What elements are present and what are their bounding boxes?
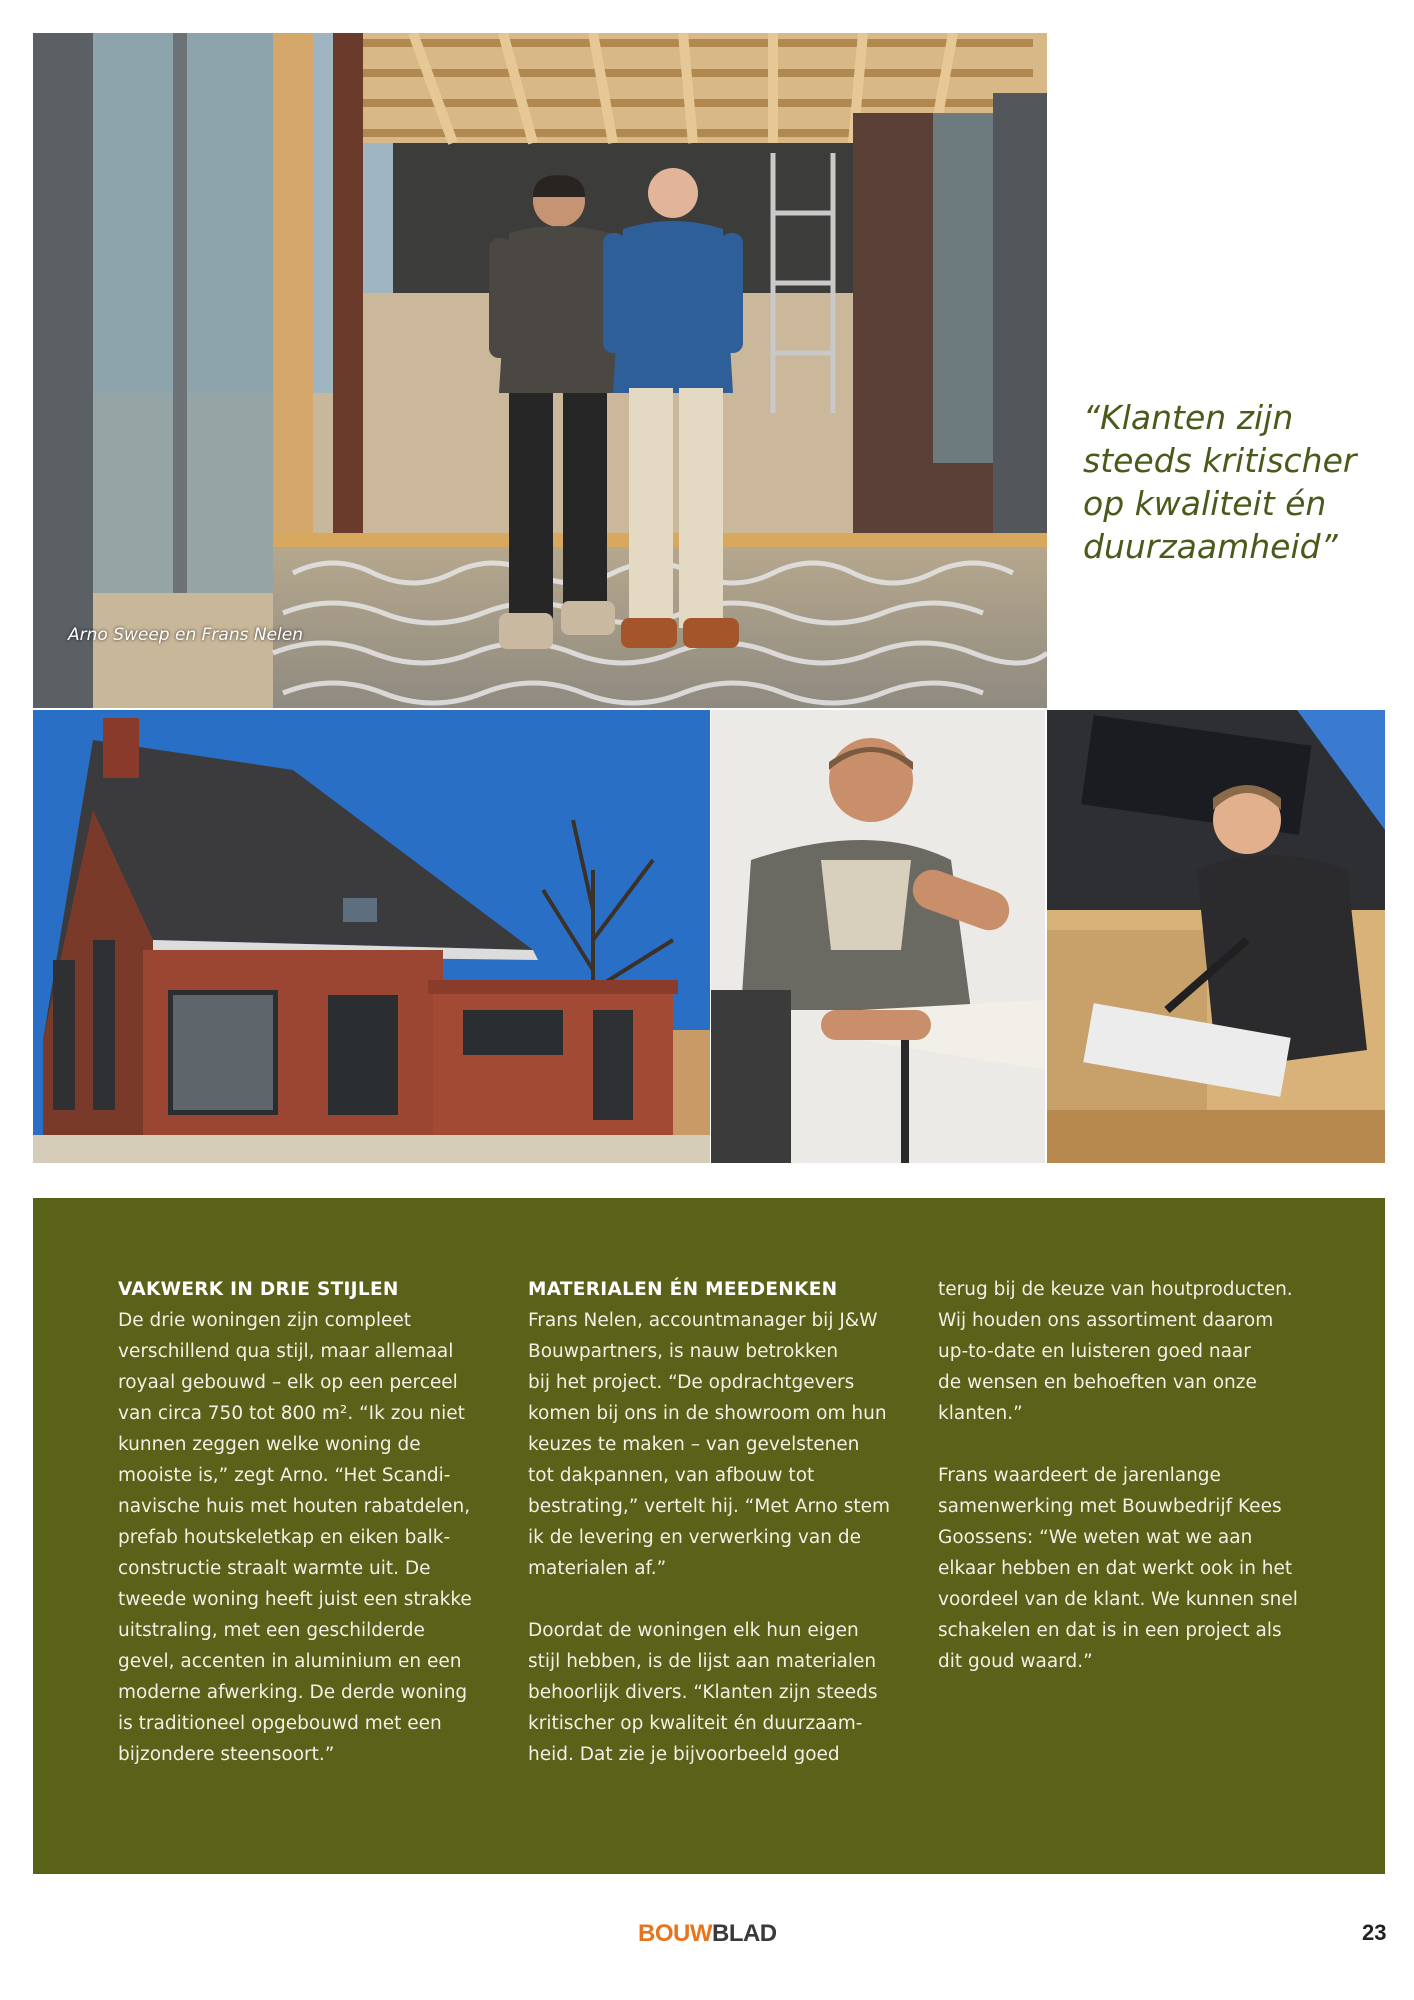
- roofer-photo: [1047, 710, 1385, 1163]
- text-line: heid. Dat zie je bijvoorbeeld goed: [528, 1744, 840, 1765]
- text-line: prefab houtskeletkap en eiken balk-: [118, 1527, 451, 1548]
- article-column-3: [938, 1274, 1318, 1677]
- pull-quote: [1083, 396, 1383, 568]
- text-line: royaal gebouwd – elk op een perceel: [118, 1372, 458, 1393]
- pull-quote-line: op kwaliteit én: [1083, 484, 1327, 523]
- pull-quote-line: steeds kritischer: [1083, 441, 1357, 480]
- text-line: Bouwpartners, is nauw betrokken: [528, 1341, 839, 1362]
- text-line: Frans waardeert de jarenlange: [938, 1465, 1221, 1486]
- text-line: terug bij de keuze van houtproducten.: [938, 1279, 1293, 1300]
- article-column-2: [528, 1274, 908, 1770]
- text-line: kunnen zeggen welke woning de: [118, 1434, 421, 1455]
- pull-quote-line: duurzaamheid”: [1083, 527, 1338, 566]
- magazine-logo: [638, 1920, 777, 1948]
- text-line: Doordat de woningen elk hun eigen: [528, 1620, 859, 1641]
- text-line: uitstraling, met een geschilderde: [118, 1620, 425, 1641]
- pull-quote-line: “Klanten zijn: [1083, 398, 1294, 437]
- logo-part: BOUW: [638, 1920, 712, 1947]
- text-line: De drie woningen zijn compleet: [118, 1310, 412, 1331]
- text-line: klanten.”: [938, 1403, 1023, 1424]
- page-number: 23: [1362, 1920, 1387, 1945]
- worker-photo: [711, 710, 1045, 1163]
- text-line: bijzondere steensoort.”: [118, 1744, 335, 1765]
- text-line: stijl hebben, is de lijst aan materialen: [528, 1651, 877, 1672]
- text-line: Goossens: “We weten wat we aan: [938, 1527, 1253, 1548]
- main-photo: [33, 33, 1047, 708]
- text-line: de wensen en behoeften van onze: [938, 1372, 1257, 1393]
- text-line: navische huis met houten rabatdelen,: [118, 1496, 471, 1517]
- article-column-1: [118, 1274, 498, 1770]
- text-line: tot dakpannen, van afbouw tot: [528, 1465, 815, 1486]
- text-line: schakelen en dat is in een project als: [938, 1620, 1282, 1641]
- photo-caption: Arno Sweep en Frans Nelen: [68, 625, 303, 645]
- text-line: materialen af.”: [528, 1558, 667, 1579]
- text-line: gevel, accenten in aluminium en een: [118, 1651, 462, 1672]
- text-line: keuzes te maken – van gevelstenen: [528, 1434, 860, 1455]
- text-line: tweede woning heeft juist een strakke: [118, 1589, 472, 1610]
- text-line: elkaar hebben en dat werkt ook in het: [938, 1558, 1293, 1579]
- text-line: verschillend qua stijl, maar allemaal: [118, 1341, 454, 1362]
- section-heading: VAKWERK IN DRIE STIJLEN: [118, 1279, 399, 1300]
- text-line: ik de levering en verwerking van de: [528, 1527, 861, 1548]
- text-line: is traditioneel opgebouwd met een: [118, 1713, 442, 1734]
- text-line: bestrating,” vertelt hij. “Met Arno stem: [528, 1496, 890, 1517]
- text-line: van circa 750 tot 800 m². “Ik zou niet: [118, 1403, 465, 1424]
- text-line: voordeel van de klant. We kunnen snel: [938, 1589, 1298, 1610]
- text-line: dit goud waard.”: [938, 1651, 1093, 1672]
- section-heading: MATERIALEN ÉN MEEDENKEN: [528, 1279, 838, 1300]
- text-line: komen bij ons in de showroom om hun: [528, 1403, 887, 1424]
- paragraph-gap: [938, 1429, 1318, 1460]
- text-line: mooiste is,” zegt Arno. “Het Scandi-: [118, 1465, 451, 1486]
- text-line: samenwerking met Bouwbedrijf Kees: [938, 1496, 1282, 1517]
- text-line: Frans Nelen, accountmanager bij J&W: [528, 1310, 878, 1331]
- logo-part: BLAD: [711, 1920, 777, 1947]
- text-line: constructie straalt warmte uit. De: [118, 1558, 431, 1579]
- house-photo: [33, 710, 710, 1163]
- paragraph-gap: [528, 1584, 908, 1615]
- text-line: up-to-date en luisteren goed naar: [938, 1341, 1251, 1362]
- text-line: behoorlijk divers. “Klanten zijn steeds: [528, 1682, 878, 1703]
- text-line: kritischer op kwaliteit én duurzaam-: [528, 1713, 863, 1734]
- text-line: Wij houden ons assortiment daarom: [938, 1310, 1274, 1331]
- text-line: moderne afwerking. De derde woning: [118, 1682, 468, 1703]
- article-panel: [33, 1198, 1385, 1874]
- text-line: bij het project. “De opdrachtgevers: [528, 1372, 855, 1393]
